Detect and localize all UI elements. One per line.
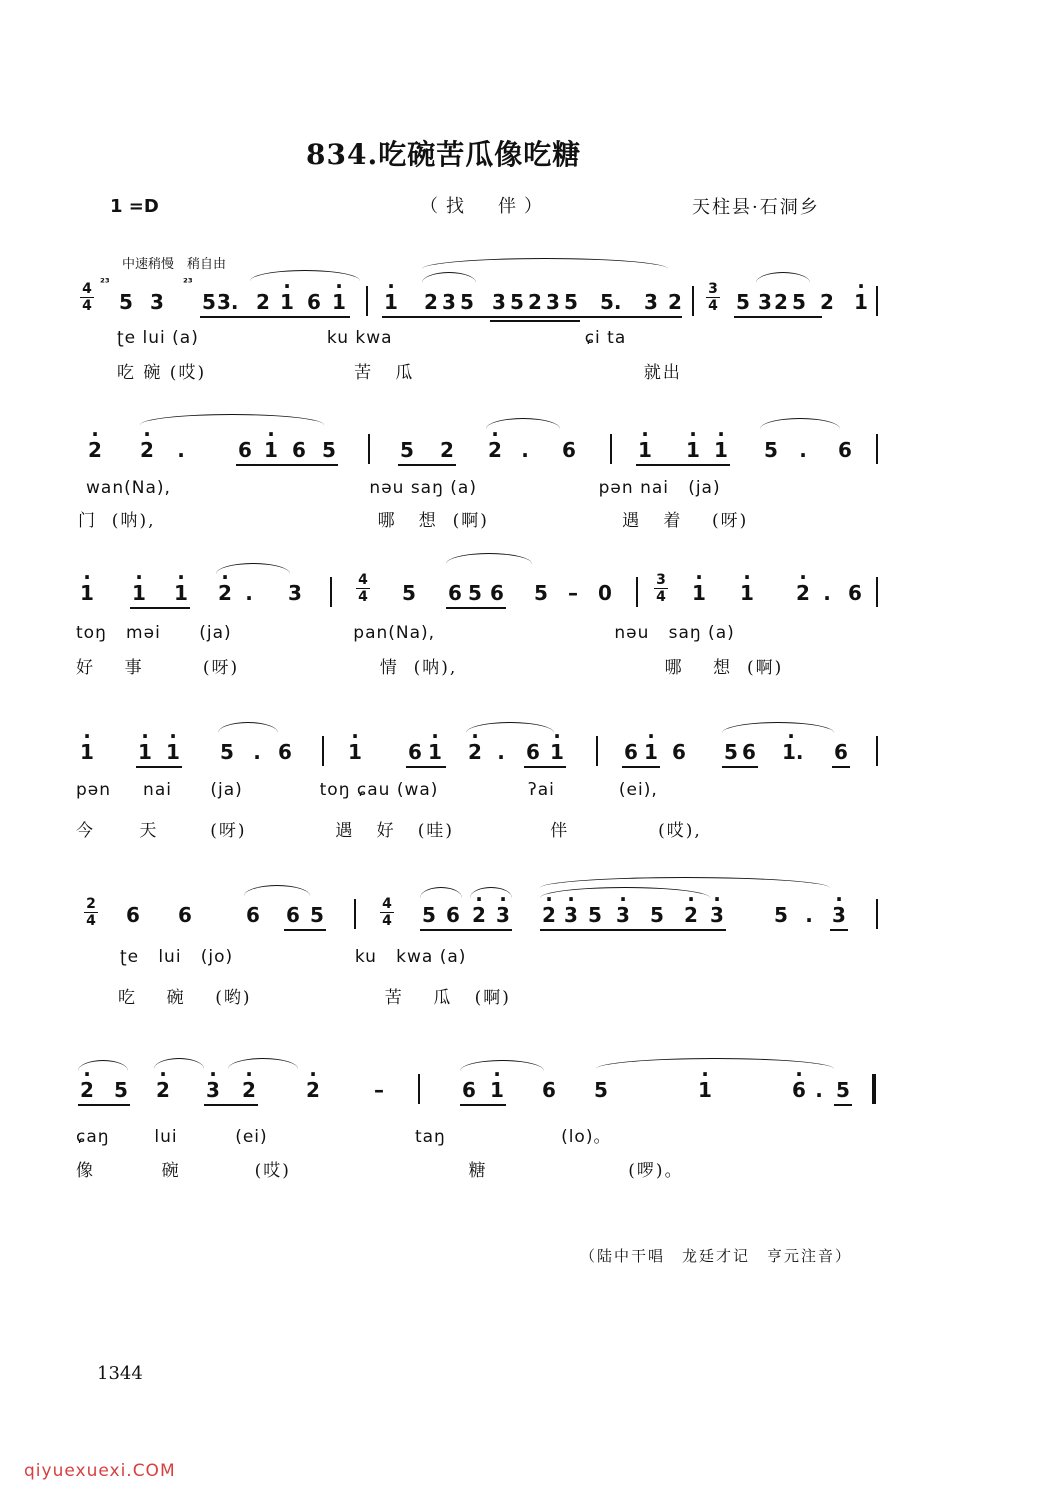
note: · 2	[682, 905, 700, 925]
note: · 1	[346, 742, 364, 762]
chinese-lyrics: 吃 碗 (哟) 苦 瓜 (啊)	[118, 988, 511, 1008]
note: 5	[402, 581, 416, 605]
slur	[244, 885, 310, 896]
beam	[540, 929, 726, 931]
time-signature: 4 4	[80, 282, 94, 313]
beam	[460, 1104, 506, 1106]
barline	[368, 434, 370, 464]
origin-label: 天柱县·石洞乡	[692, 197, 820, 218]
grace-note: ²³	[100, 276, 110, 289]
note: 5	[119, 290, 133, 314]
note: 5	[764, 438, 778, 462]
song-title: 834.吃碗苦瓜像吃糖	[306, 138, 582, 171]
note: 5	[322, 438, 336, 462]
note: · 1	[130, 583, 148, 603]
note: 6	[126, 903, 140, 927]
key-signature: 1 =D	[110, 196, 159, 217]
slur	[540, 877, 830, 888]
chinese-lyrics: 吃 碗 (哎) 苦 瓜 就出	[117, 363, 682, 383]
note: · 3	[204, 1080, 222, 1100]
slur	[466, 722, 554, 733]
note: –	[374, 1078, 384, 1102]
note: .	[805, 903, 813, 927]
note: .	[521, 438, 529, 462]
beam	[830, 929, 848, 931]
note: · 1	[684, 440, 702, 460]
note: 3	[492, 290, 506, 314]
note: 3	[150, 290, 164, 314]
beam	[490, 320, 580, 322]
beam	[524, 766, 566, 768]
note: 5	[588, 903, 602, 927]
note: 6	[838, 438, 852, 462]
note: .	[799, 438, 807, 462]
note: .	[253, 740, 261, 764]
note: 6	[672, 740, 686, 764]
note: · 3	[614, 905, 632, 925]
beam	[136, 766, 182, 768]
chinese-lyrics: 好 事 (呀) 情 (呐), 哪 想 (啊)	[76, 658, 784, 678]
barline	[876, 736, 878, 766]
note: · 1	[426, 742, 444, 762]
beam	[382, 316, 682, 318]
note: 3	[758, 290, 772, 314]
note: 5	[468, 581, 482, 605]
note: · 2	[466, 742, 484, 762]
note: 6	[624, 740, 638, 764]
time-signature: 4 4	[356, 573, 370, 604]
note: 2	[774, 290, 788, 314]
beam	[420, 929, 512, 931]
beam	[236, 464, 338, 466]
note: · 2	[470, 905, 488, 925]
barline	[876, 434, 878, 464]
slur	[722, 722, 834, 733]
note: 6	[742, 740, 756, 764]
note: 3	[644, 290, 658, 314]
note: 5	[736, 290, 750, 314]
slur	[228, 1058, 298, 1069]
note: 6	[462, 1078, 476, 1102]
note: 5	[510, 290, 524, 314]
note: 5	[310, 903, 324, 927]
note: 3	[288, 581, 302, 605]
barline	[876, 286, 878, 316]
tempo-marking: 中速稍慢 稍自由	[122, 257, 227, 272]
chinese-lyrics: 像 碗 (哎) 糖 (啰)。	[76, 1161, 684, 1181]
romanized-lyrics: wan(Na), nəu saŋ (a) pən nai (ja)	[86, 478, 721, 498]
note: 6	[238, 438, 252, 462]
barline	[636, 577, 638, 607]
beam	[398, 464, 456, 466]
note: 2	[528, 290, 542, 314]
note: · 1	[642, 742, 660, 762]
barline	[330, 577, 332, 607]
note: · 1	[382, 292, 400, 312]
note: .	[823, 581, 831, 605]
note: 3.	[217, 290, 239, 314]
note: 6	[286, 903, 300, 927]
note: 2	[440, 438, 454, 462]
note: · 1	[172, 583, 190, 603]
note: 5	[114, 1078, 128, 1102]
note: 5	[774, 903, 788, 927]
note: · 1	[78, 583, 96, 603]
note: · 3	[562, 905, 580, 925]
note: · 1	[548, 742, 566, 762]
note: · 1	[330, 292, 348, 312]
barline	[418, 1074, 420, 1104]
slur	[140, 414, 324, 425]
note: · 1	[488, 1080, 506, 1100]
note: · 1	[278, 292, 296, 312]
beam	[78, 1104, 130, 1106]
barline	[354, 899, 356, 929]
note: 6	[490, 581, 504, 605]
note: · 2	[486, 440, 504, 460]
note: 5	[400, 438, 414, 462]
note: 6	[307, 290, 321, 314]
slur	[250, 270, 360, 281]
beam	[284, 929, 326, 931]
note: .	[815, 1078, 823, 1102]
note: 6	[408, 740, 422, 764]
note: · 2	[138, 440, 156, 460]
note: · 3	[494, 905, 512, 925]
beam	[406, 766, 446, 768]
romanized-lyrics: toŋ məi (ja) pan(Na), nəu saŋ (a)	[76, 623, 735, 643]
beam	[200, 316, 350, 318]
note: 6	[848, 581, 862, 605]
beam	[446, 607, 506, 609]
note: 6	[448, 581, 462, 605]
note: 5	[650, 903, 664, 927]
note: · 1	[78, 742, 96, 762]
genre-label: （找 伴）	[420, 196, 550, 217]
note: · 1	[262, 440, 280, 460]
note: · 3	[830, 905, 848, 925]
beam	[622, 766, 660, 768]
beam	[636, 464, 730, 466]
note: · 1	[712, 440, 730, 460]
note: 6	[446, 903, 460, 927]
note: .	[177, 438, 185, 462]
slur	[486, 418, 560, 429]
slur	[760, 418, 840, 429]
barline	[596, 736, 598, 766]
beam	[834, 1104, 852, 1106]
note: 2	[820, 290, 834, 314]
beam	[734, 316, 822, 318]
barline	[692, 286, 694, 316]
romanized-lyrics: ɕaŋ lui (ei) taŋ (lo)。	[76, 1127, 612, 1147]
note: · 2	[86, 440, 104, 460]
triplet-slur	[446, 553, 532, 564]
note: –	[568, 581, 578, 605]
note: 6	[562, 438, 576, 462]
time-signature: 4 4	[380, 897, 394, 928]
note: 5	[724, 740, 738, 764]
note: 6	[834, 740, 848, 764]
grace-note: ²³	[183, 276, 193, 289]
note: · 1	[136, 742, 154, 762]
triplet-slur	[422, 272, 476, 283]
note: 3	[442, 290, 456, 314]
note: 0	[598, 581, 612, 605]
slur	[460, 1060, 544, 1071]
triplet-slur	[756, 272, 810, 283]
barline	[322, 736, 324, 766]
slur	[154, 1058, 204, 1069]
time-signature: 3 4	[654, 573, 668, 604]
chinese-lyrics: 门 (呐), 哪 想 (啊) 遇 着 (呀)	[78, 511, 749, 531]
chinese-lyrics: 今 天 (呀) 遇 好 (哇) 伴 (哎),	[76, 821, 702, 841]
beam	[832, 766, 850, 768]
note: 6	[542, 1078, 556, 1102]
slur	[218, 722, 278, 733]
note: 5	[564, 290, 578, 314]
note: 6	[178, 903, 192, 927]
note: 2	[668, 290, 682, 314]
barline	[876, 899, 878, 929]
note: · 3	[708, 905, 726, 925]
beam	[722, 766, 758, 768]
note: · 2	[540, 905, 558, 925]
time-signature: 2 4	[84, 897, 98, 928]
note: · 2	[154, 1080, 172, 1100]
note: 5	[460, 290, 474, 314]
romanized-lyrics: ʈe lui (jo) ku kwa (a)	[120, 947, 467, 967]
barline	[366, 286, 368, 316]
romanized-lyrics: ʈe lui (a) ku kwa ɕi ta	[117, 328, 627, 348]
note: 5	[220, 740, 234, 764]
note: 2	[256, 290, 270, 314]
note: · 1	[696, 1080, 714, 1100]
page-number: 1344	[97, 1363, 143, 1384]
credit-line: （陆中干唱 龙廷才记 亨元注音）	[580, 1247, 853, 1265]
note: · 1	[738, 583, 756, 603]
note: · 1	[636, 440, 654, 460]
romanized-lyrics: pən nai (ja) toŋ ɕau (wa) ʔai (ei),	[76, 780, 658, 800]
note: · 1	[164, 742, 182, 762]
note: .	[245, 581, 253, 605]
note: 6	[526, 740, 540, 764]
slur	[422, 258, 668, 269]
final-barline	[872, 1074, 876, 1104]
slur	[596, 1058, 834, 1069]
note: .	[497, 740, 505, 764]
note: · 2	[304, 1080, 322, 1100]
note: 5	[534, 581, 548, 605]
note: · 1	[852, 292, 870, 312]
beam	[130, 607, 190, 609]
note: 6	[246, 903, 260, 927]
note: · 1.	[782, 742, 800, 762]
note: 5	[422, 903, 436, 927]
slur	[420, 887, 462, 898]
time-signature: 3 4	[706, 282, 720, 313]
note: 6	[292, 438, 306, 462]
beam	[204, 1104, 258, 1106]
barline	[610, 434, 612, 464]
note: 3	[546, 290, 560, 314]
watermark: qiyuexuexi.COM	[24, 1461, 176, 1481]
note: 5	[594, 1078, 608, 1102]
barline	[876, 577, 878, 607]
note: · 2	[240, 1080, 258, 1100]
note: · 6	[790, 1080, 808, 1100]
note: · 2	[794, 583, 812, 603]
note: · 2	[216, 583, 234, 603]
note: 5	[836, 1078, 850, 1102]
note: 2	[424, 290, 438, 314]
note: 5	[792, 290, 806, 314]
note: 5	[202, 290, 216, 314]
note: · 2	[78, 1080, 96, 1100]
note: · 1	[690, 583, 708, 603]
note: 6	[278, 740, 292, 764]
note: 5.	[600, 290, 622, 314]
